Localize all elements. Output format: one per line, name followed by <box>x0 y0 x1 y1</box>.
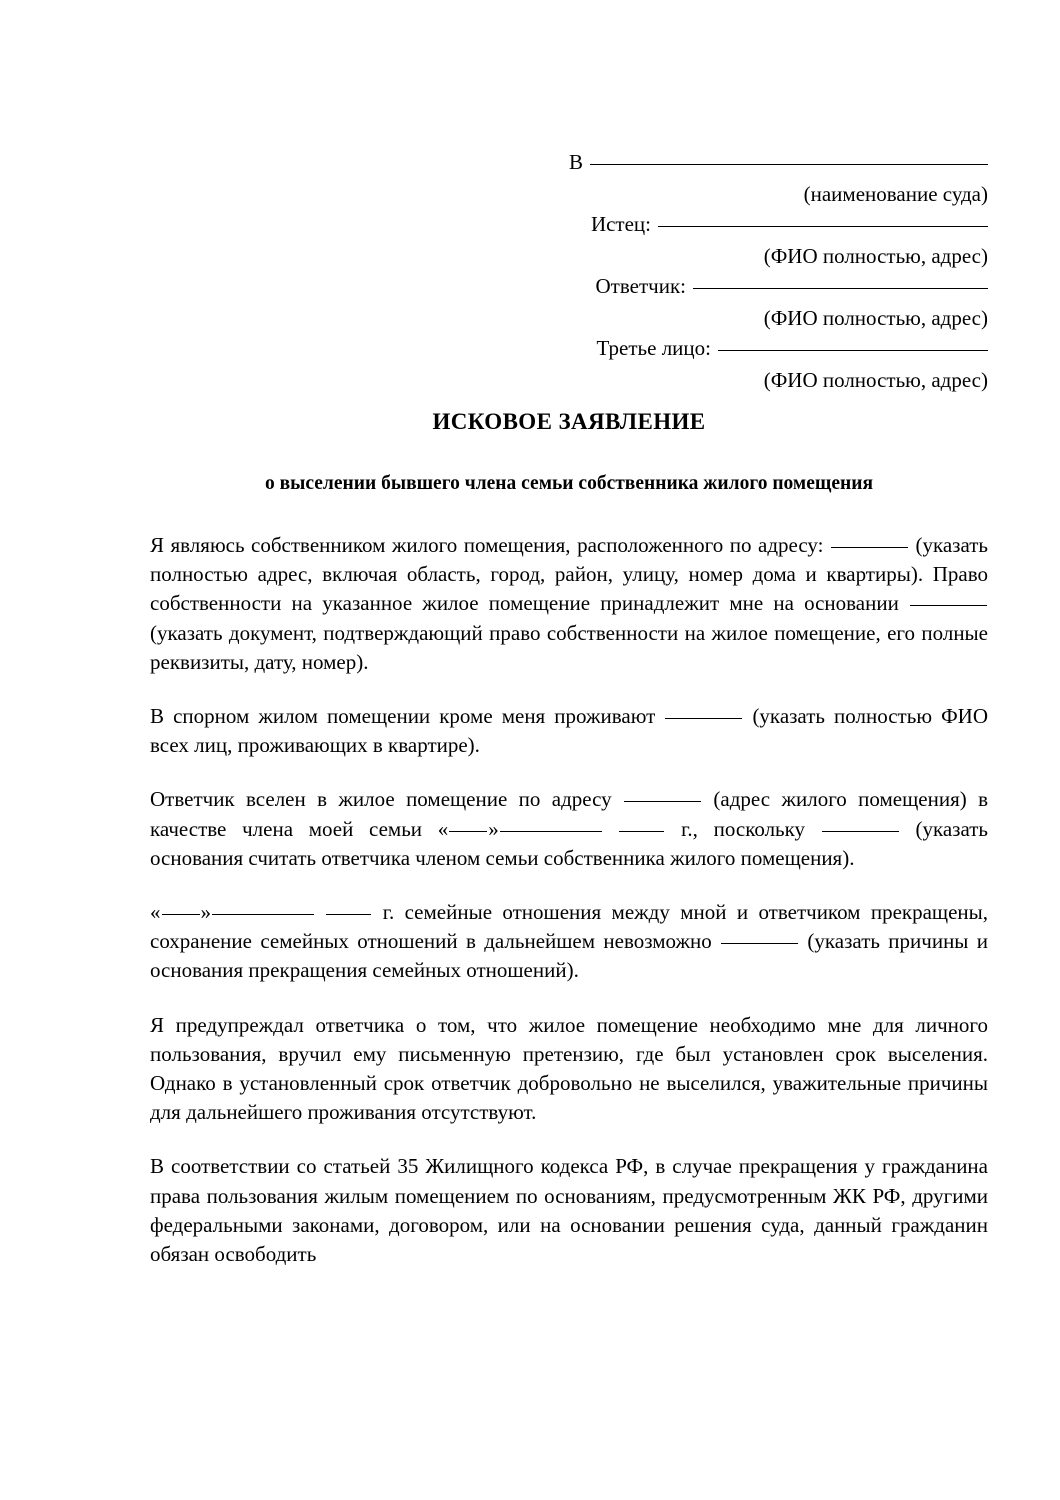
document-body <box>150 531 988 1269</box>
fill-in-blank[interactable] <box>162 914 200 915</box>
court-name-blank[interactable] <box>590 164 988 165</box>
third-party-caption: (ФИО полностью, адрес) <box>763 368 988 392</box>
paragraph-p3-defendant-moved-in: Ответчик вселен в жилое помещение по адресу (адрес жилого помещения) в качестве члена моей семьи « » г., поскольку (указать основания считать ответчика членом семьи собственника жилого помещения). <box>150 787 989 870</box>
fill-in-blank[interactable] <box>449 831 487 832</box>
fill-in-blank[interactable] <box>326 914 371 915</box>
plaintiff-label: Истец: <box>590 212 651 236</box>
fill-in-blank[interactable] <box>721 943 798 944</box>
paragraph-p4-relations-terminated: « » г. семейные отношения между мной и ответчиком прекращены, сохранение семейных отношений в дальнейшем невозможно (указать причины и основания прекращения семейных отношений). <box>150 900 989 983</box>
paragraph-p2-residents: В спорном жилом помещении кроме меня проживают (указать полностью ФИО всех лиц, проживающих в квартире). <box>150 704 988 758</box>
fill-in-blank[interactable] <box>212 914 314 915</box>
fill-in-blank[interactable] <box>619 831 664 832</box>
defendant-caption: (ФИО полностью, адрес) <box>763 306 988 330</box>
plaintiff-name-blank[interactable] <box>658 226 988 227</box>
fill-in-blank[interactable] <box>624 801 701 802</box>
fill-in-blank[interactable] <box>822 831 899 832</box>
third-party-name-blank[interactable] <box>718 350 988 351</box>
third-party-label: Третье лицо: <box>596 336 711 360</box>
defendant-name-blank[interactable] <box>693 288 988 289</box>
fill-in-blank[interactable] <box>665 718 742 719</box>
plaintiff-caption: (ФИО полностью, адрес) <box>763 244 988 268</box>
document-title: ИСКОВОЕ ЗАЯВЛЕНИЕ <box>432 409 706 434</box>
court-row <box>150 148 988 180</box>
court-label: В <box>568 150 583 174</box>
fill-in-blank[interactable] <box>500 831 602 832</box>
fill-in-blank[interactable] <box>910 605 987 606</box>
plaintiff-row <box>150 210 988 242</box>
fill-in-blank[interactable] <box>831 547 908 548</box>
addressee-header-block <box>150 148 988 396</box>
court-caption: (наименование суда) <box>803 182 988 206</box>
defendant-label: Ответчик: <box>595 274 686 298</box>
defendant-row <box>150 272 988 304</box>
paragraph-p1-ownership: Я являюсь собственником жилого помещения, расположенного по адресу: (указать полностью адрес, включая область, город, район, улицу, номер дома и квартиры). Право собственности на указанное жилое помещение принадлежит мне на основании (указать документ, подтверждающий право собственности на жилое помещение, его полные реквизиты, дату, номер). <box>150 533 989 674</box>
third-party-row <box>150 334 988 366</box>
paragraph-p6-article-35: В соответствии со статьей 35 Жилищного кодекса РФ, в случае прекращения у гражданина права пользования жилым помещением по основаниям, предусмотренным ЖК РФ, другими федеральными законами, договором, или на основании решения суда, данный гражданин обязан освободить <box>150 1154 988 1267</box>
document-subtitle: о выселении бывшего члена семьи собственника жилого помещения <box>264 473 874 494</box>
paragraph-p5-warning: Я предупреждал ответчика о том, что жилое помещение необходимо мне для личного пользования, вручил ему письменную претензию, где был установлен срок выселения. Однако в установленный срок ответчик добровольно не выселился, уважительные причины для дальнейшего проживания отсутствуют. <box>150 1012 988 1125</box>
